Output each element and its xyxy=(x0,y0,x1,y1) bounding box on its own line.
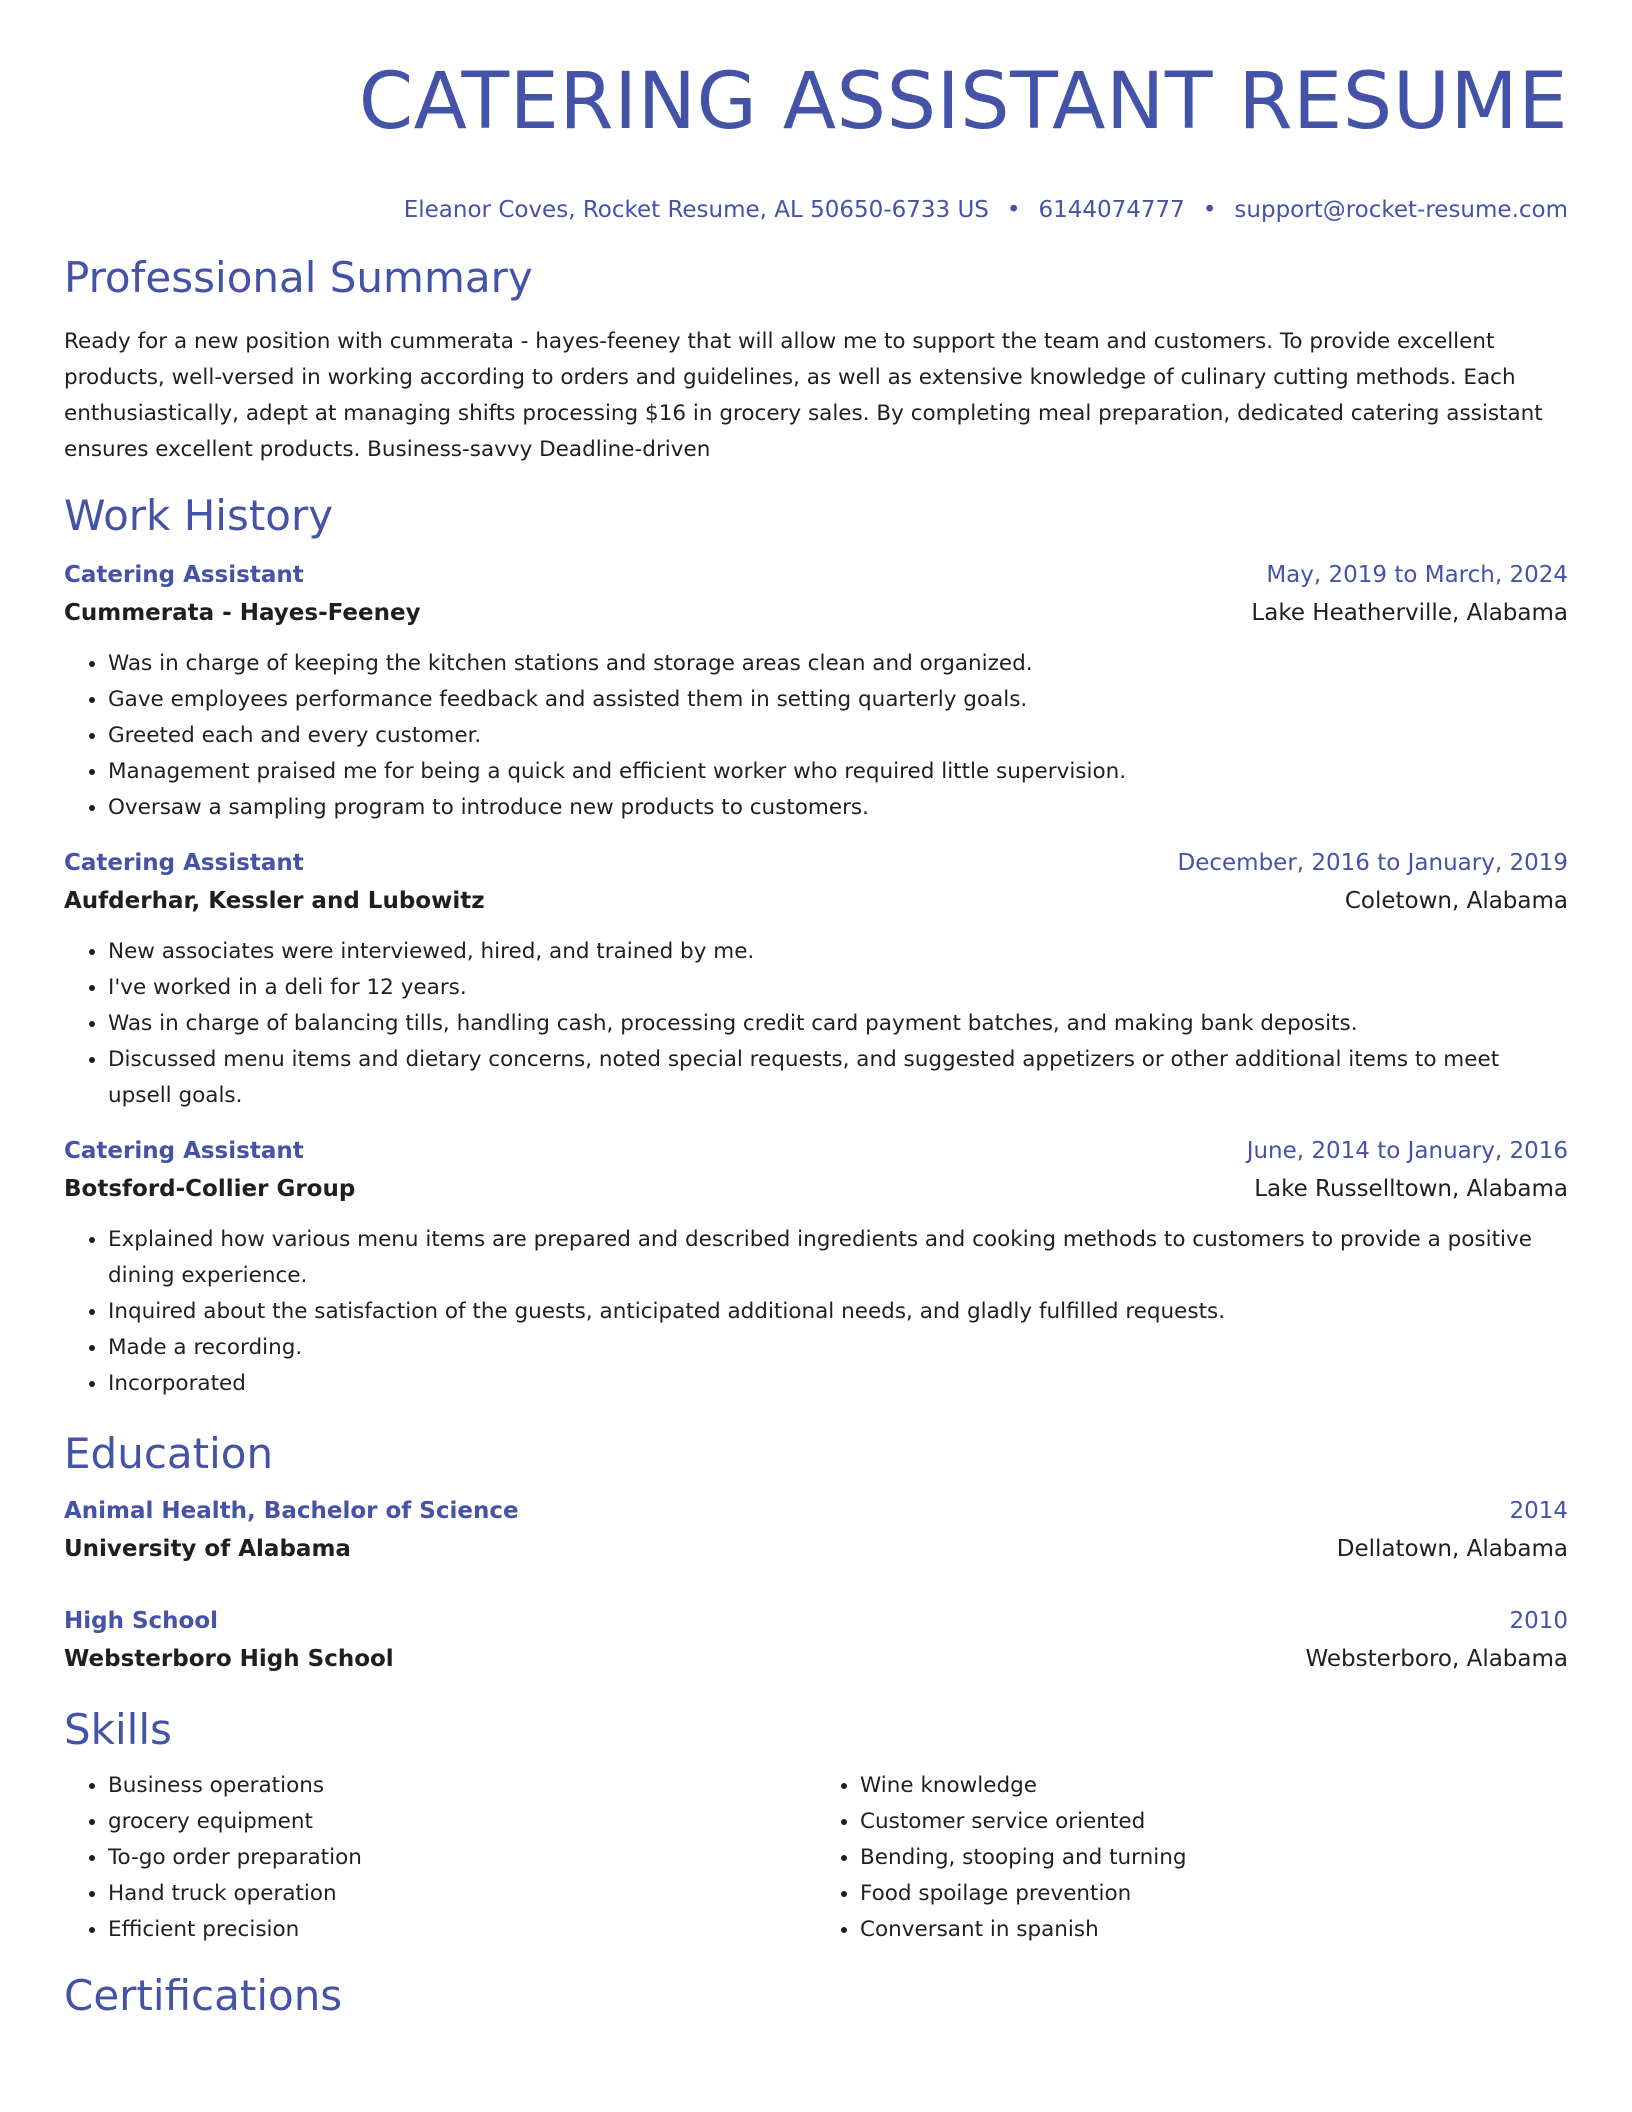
education-heading: Education xyxy=(64,1429,274,1478)
job-bullet: • Gave employees performance feedback and assisted them in setting quarterly goals. xyxy=(108,682,1568,718)
education-location: Dellatown, Alabama xyxy=(1336,1536,1568,1562)
skills-columns xyxy=(64,1768,1568,1948)
summary-text: Ready for a new position with cummerata - hayes-feeney that will allow me to support the team and customers. To provide excellent products, well-versed in working according to orders and guidelines, as well as extensive knowledge of culinary cutting methods. Each enthusiastically, adept at managing shifts processing $16 in grocery sales. By completing meal preparation, dedicated catering assistant ensures excellent products. Business-savvy Deadline-driven xyxy=(64,329,1543,462)
skill-item: • Customer service oriented xyxy=(860,1804,1568,1840)
job-bullet: • Made a recording. xyxy=(108,1330,1568,1366)
job-company: Botsford-Collier Group xyxy=(64,1176,356,1202)
job-entry xyxy=(64,1132,1568,1402)
skill-item: • Conversant in spanish xyxy=(860,1912,1568,1948)
skills-section xyxy=(64,1704,1568,1948)
job-bullet: • Management praised me for being a quick and efficient worker who required little supervision. xyxy=(108,754,1568,790)
education-location: Websterboro, Alabama xyxy=(1305,1646,1568,1672)
job-role: Catering Assistant xyxy=(64,562,304,588)
skill-item: • To-go order preparation xyxy=(108,1840,816,1876)
contact-email: support@rocket-resume.com xyxy=(1234,197,1568,223)
job-dates: December, 2016 to January, 2019 xyxy=(1177,850,1568,876)
job-bullet: • Discussed menu items and dietary concerns, noted special requests, and suggested appetizers or other additional items to meet upsell goals. xyxy=(108,1042,1568,1114)
summary-section xyxy=(64,252,1568,468)
job-location: Coletown, Alabama xyxy=(1344,888,1568,914)
work-section xyxy=(64,490,1568,1402)
job-entry xyxy=(64,844,1568,1114)
job-bullets xyxy=(64,934,1568,1114)
skill-item: • Business operations xyxy=(108,1768,816,1804)
job-location: Lake Russelltown, Alabama xyxy=(1254,1176,1568,1202)
education-school: University of Alabama xyxy=(64,1536,351,1562)
job-bullets xyxy=(64,646,1568,826)
certifications-section xyxy=(64,1970,1568,2022)
education-school: Websterboro High School xyxy=(64,1646,394,1672)
job-bullet: • Oversaw a sampling program to introduce new products to customers. xyxy=(108,790,1568,826)
work-heading: Work History xyxy=(64,491,334,540)
skills-heading: Skills xyxy=(64,1705,172,1754)
job-bullet: • Inquired about the satisfaction of the guests, anticipated additional needs, and gladly fulfilled requests. xyxy=(108,1294,1568,1330)
education-year: 2010 xyxy=(1509,1608,1568,1634)
skill-item: • Wine knowledge xyxy=(860,1768,1568,1804)
job-bullets xyxy=(64,1222,1568,1402)
education-year: 2014 xyxy=(1509,1498,1568,1524)
job-bullet: • Was in charge of balancing tills, handling cash, processing credit card payment batches, and making bank deposits. xyxy=(108,1006,1568,1042)
summary-heading: Professional Summary xyxy=(64,253,533,302)
job-bullet: • Incorporated xyxy=(108,1366,1568,1402)
skill-item: • Food spoilage prevention xyxy=(860,1876,1568,1912)
job-company: Aufderhar, Kessler and Lubowitz xyxy=(64,888,485,914)
resume-title: CATERING ASSISTANT RESUME xyxy=(358,57,1568,147)
contact-phone: 6144074777 xyxy=(1038,197,1185,223)
job-bullet: • Greeted each and every customer. xyxy=(108,718,1568,754)
job-bullet: • New associates were interviewed, hired, and trained by me. xyxy=(108,934,1568,970)
contact-separator: • xyxy=(1202,197,1217,223)
skill-item: • grocery equipment xyxy=(108,1804,816,1840)
education-degree: Animal Health, Bachelor of Science xyxy=(64,1498,519,1524)
education-section xyxy=(64,1428,1568,1678)
job-role: Catering Assistant xyxy=(64,1138,304,1164)
skills-list-left xyxy=(64,1768,816,1948)
education-degree: High School xyxy=(64,1608,219,1634)
contact-address: Eleanor Coves, Rocket Resume, AL 50650-6733 US xyxy=(403,197,989,223)
job-bullet: • Explained how various menu items are prepared and described ingredients and cooking methods to customers to provide a positive dining experience. xyxy=(108,1222,1568,1294)
job-role: Catering Assistant xyxy=(64,850,304,876)
skill-item: • Efficient precision xyxy=(108,1912,816,1948)
job-company: Cummerata - Hayes-Feeney xyxy=(64,600,421,626)
job-entry xyxy=(64,556,1568,826)
job-bullet: • Was in charge of keeping the kitchen stations and storage areas clean and organized. xyxy=(108,646,1568,682)
skills-list-right xyxy=(816,1768,1568,1948)
job-dates: May, 2019 to March, 2024 xyxy=(1266,562,1568,588)
education-entry xyxy=(64,1492,1568,1568)
education-entry xyxy=(64,1602,1568,1678)
contact-separator: • xyxy=(1006,197,1021,223)
contact-line xyxy=(64,194,1568,226)
skill-item: • Bending, stooping and turning xyxy=(860,1840,1568,1876)
job-location: Lake Heatherville, Alabama xyxy=(1251,600,1568,626)
job-bullet: • I've worked in a deli for 12 years. xyxy=(108,970,1568,1006)
job-dates: June, 2014 to January, 2016 xyxy=(1246,1138,1568,1164)
certifications-heading: Certifications xyxy=(64,1971,343,2020)
skill-item: • Hand truck operation xyxy=(108,1876,816,1912)
